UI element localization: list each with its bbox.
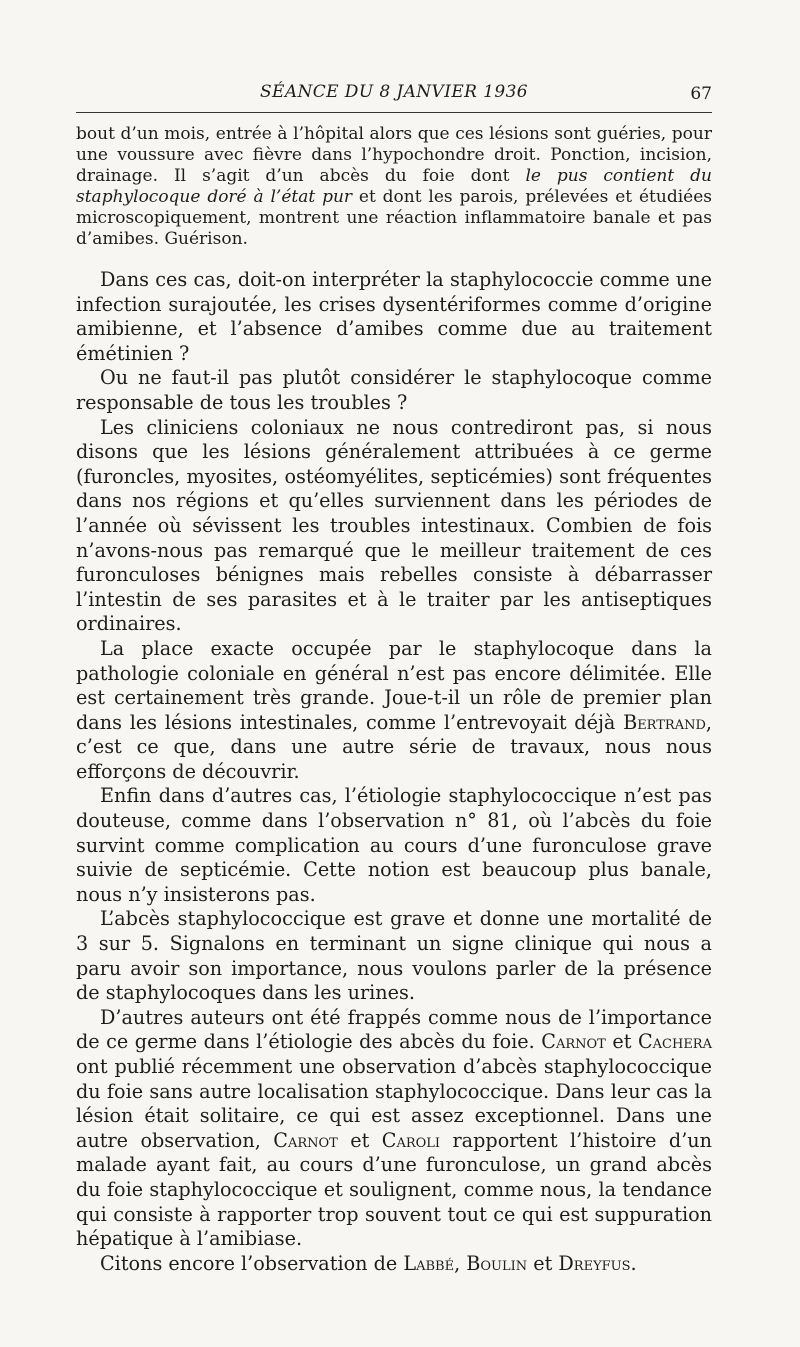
running-title: SÉANCE DU 8 JANVIER 1936 [259,82,529,102]
paragraph-6: L’abcès staphylococcique est grave et donne une mortalité de 3 sur 5. Signalons en terminant un signe clinique qui nous a paru avoir son importance, nous voulons parler de la présence de staphylocoques dans les urines. [76,907,712,1005]
paragraph-4 [76,637,712,785]
author-name: Dreyfus [558,1251,631,1275]
text-run: et dont les parois, prélevées et étudiées microscopiquement, montrent une réaction inflammatoire banale et pas d’amibes. Guérison. [76,187,712,249]
author-name: Labbé [403,1251,455,1275]
text-run: rapportent l’histoire d’un malade ayant fait, au cours d’une furonculose, un grand abcès du foie staphylococcique et soulignent, comme nous, la tendance qui consiste à rapporter trop souvent tout ce qui est suppuration hépatique à l’amibiase. [76,1128,713,1251]
running-header [76,82,712,108]
paragraph-1: Dans ces cas, doit-on interpréter la staphylococcie comme une infection surajoutée, les crises dysentériformes comme d’origine amibienne, et l’absence d’amibes comme due au traitement émétinien ? [76,268,712,365]
text-run: et [605,1030,638,1054]
author-name: Cachera [637,1030,712,1054]
header-rule [76,112,712,113]
author-name: Boulin [466,1251,528,1275]
author-name: Carnot [541,1030,606,1054]
paragraph-7 [76,1006,712,1252]
paragraph-3: Les cliniciens coloniaux ne nous contrediront pas, si nous disons que les lésions généralement attribuées à ce germe (furoncles, myosites, ostéomyélites, septicémies) sont fréquentes dans nos régions et qu’elles surviennent dans les périodes de l’année où sévissent les troubles intestinaux. Combien de fois n’avons-nous pas remarqué que le meilleur traitement de ces furonculoses bénignes mais rebelles consiste à débarrasser l’intestin de ses parasites et à le traiter par les antiseptiques ordinaires. [76,415,712,636]
page-number: 67 [690,84,712,104]
paragraph-5: Enfin dans d’autres cas, l’étiologie staphylococcique n’est pas douteuse, comme dans l’observation n° 81, où l’abcès du foie survint comme complication au cours d’une furonculose grave suivie de septicémie. Cette notion est beaucoup plus banale, nous n’y insisterons pas. [76,784,712,906]
text-run: La place exacte occupée par le staphylocoque dans la pathologie coloniale en général n’est pas encore délimitée. Elle est certainement très grande. Joue-t-il un rôle de premier plan dans les lésions intestinales, comme l’entrevoyait déjà [76,636,712,734]
text-run: , [454,1251,467,1275]
paragraph-2: Ou ne faut-il pas plutôt considérer le staphylocoque comme responsable de tous les troubles ? [76,366,712,414]
text-run: bout d’un mois, entrée à l’hôpital alors que ces lésions sont guéries, pour une voussure avec fièvre dans l’hypochondre droit. Ponction, incision, drainage. Il s’agit d’un abcès du foie dont [76,124,712,186]
body-text [76,124,712,1276]
paragraph-8 [76,1252,712,1277]
italic-emphasis: le pus contient du staphylocoque doré à l’état pur [76,166,712,207]
text-run: et [337,1128,382,1152]
paragraph-gap [76,250,712,268]
author-name: Carnot [273,1128,338,1152]
text-run: et [527,1251,559,1275]
text-run: , c’est ce que, dans une autre série de travaux, nous nous efforçons de découvrir. [76,710,712,783]
text-run: Citons encore l’observation de [100,1251,404,1275]
text-run: . [630,1251,637,1275]
text-run: D’autres auteurs ont été frappés comme nous de l’importance de ce germe dans l’étiologie des abcès du foie. [76,1005,712,1054]
text-run: ont publié récemment une observation d’abcès staphylococcique du foie sans autre localisation staphylococcique. Dans leur cas la lésion était solitaire, ce qui est assez exceptionnel. Dans une autre observation, [76,1055,712,1152]
paragraph-observation-end [76,124,712,250]
author-name: Bertrand [623,710,706,734]
author-name: Caroli [381,1128,441,1152]
